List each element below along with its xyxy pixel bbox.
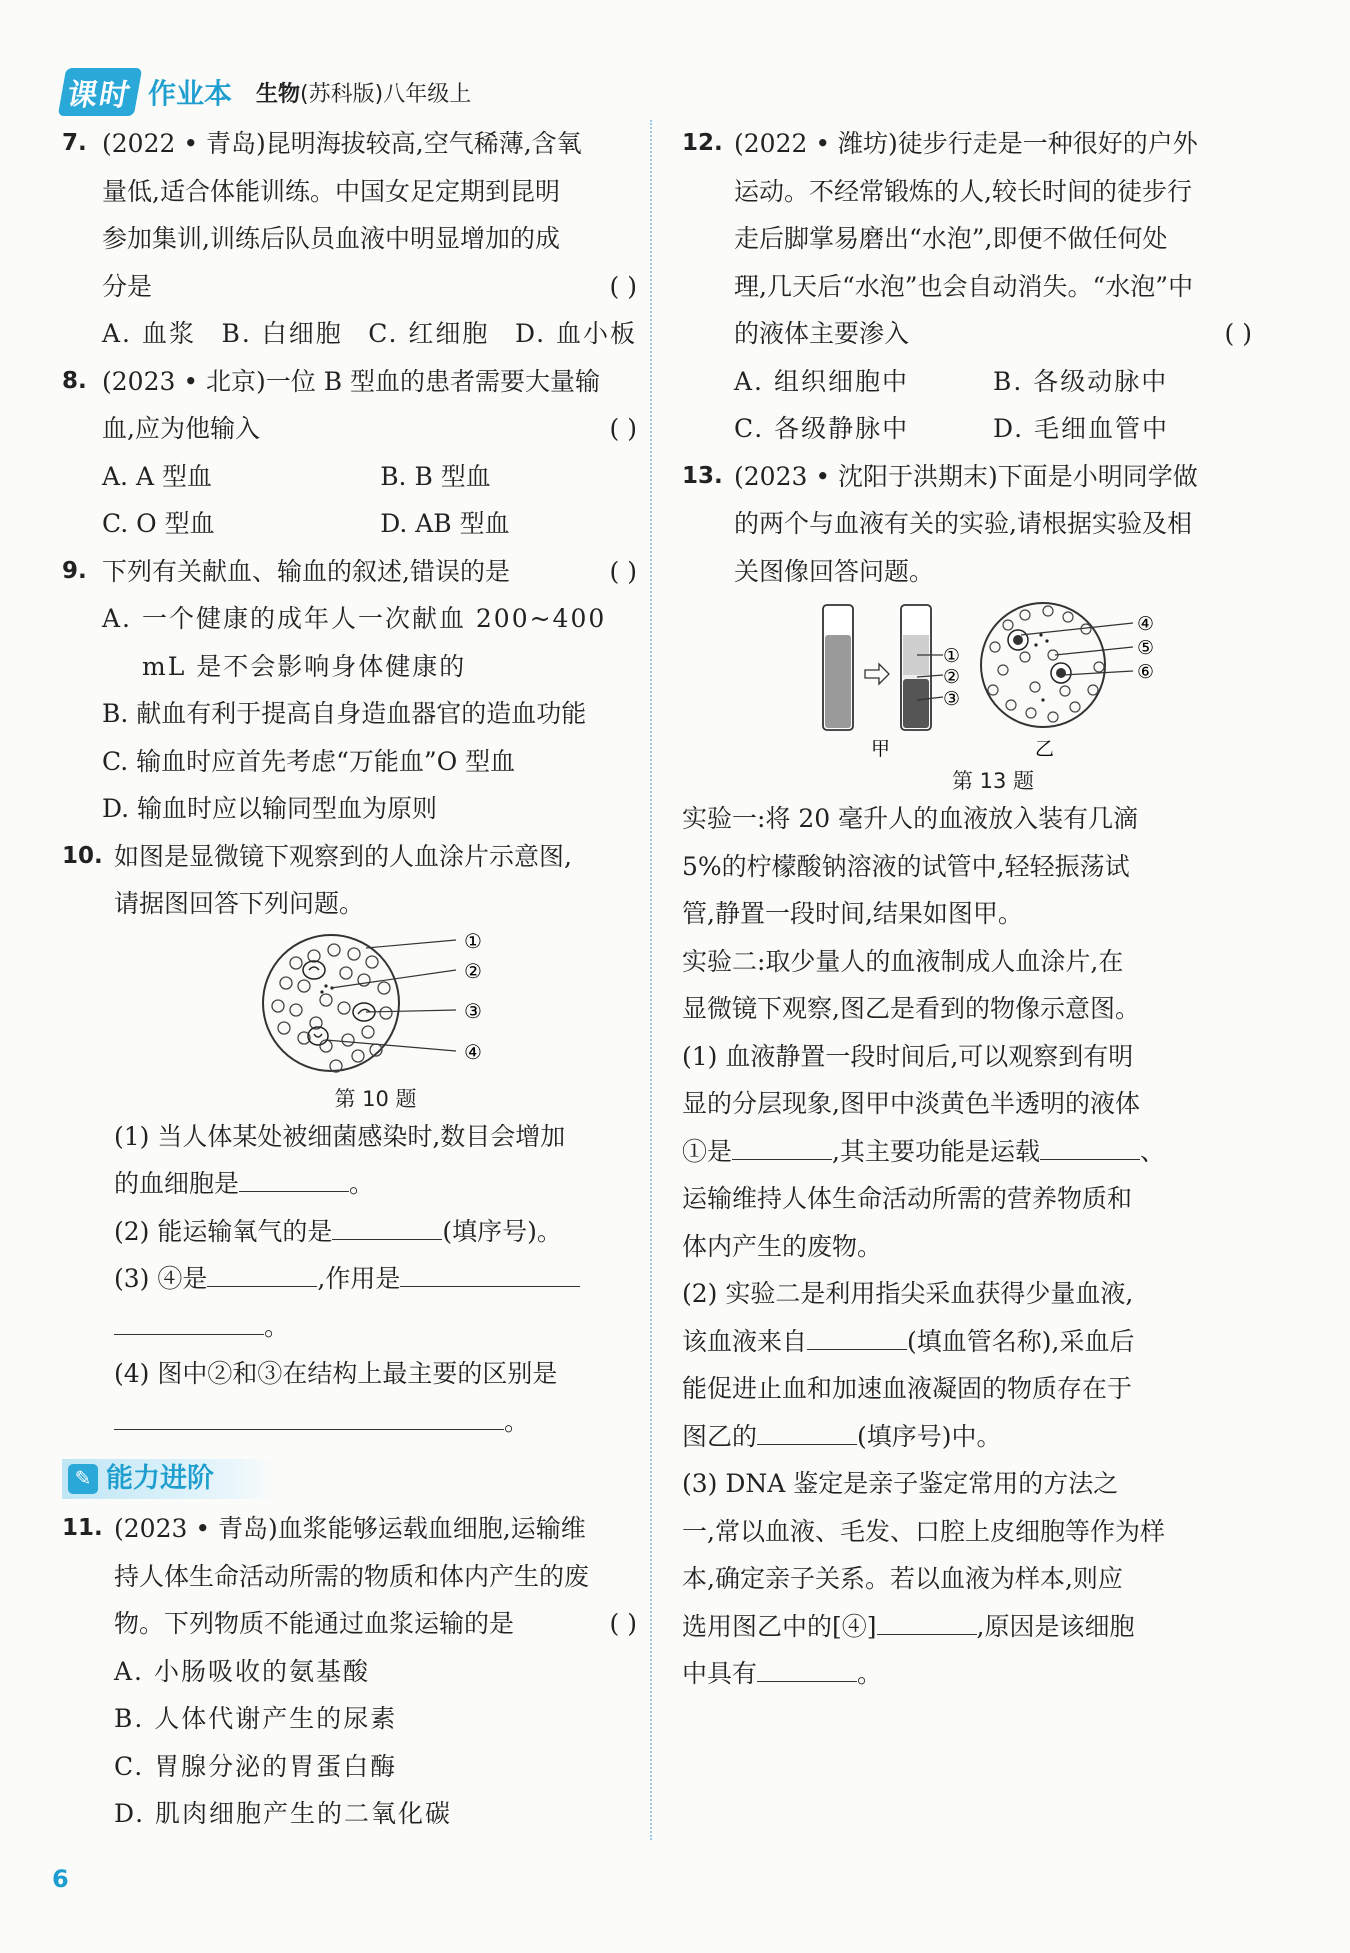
answer-paren[interactable]: ( )	[609, 556, 637, 586]
answer-blank[interactable]	[732, 1129, 832, 1160]
answer-blank[interactable]	[239, 1161, 349, 1192]
question-12: 12. (2022 • 潍坊)徒步行走是一种很好的户外 运动。不经常锻炼的人,较长时间的徒步行 走后脚掌易磨出“水泡”,即便不做任何处 理,几天后“水泡”也会自动消失。“水泡”中 的液体主要渗入 ( ) A. 组织细胞中 B. 各级动脉中 C. 各级静脉中 D. 毛细血管中	[682, 120, 1252, 453]
blood-smear-figure	[226, 928, 526, 1078]
question-10: 10. 如图是显微镜下观察到的人血涂片示意图, 请据图回答下列问题。 ① ② ③ ④ 第 10 题 (1) 当人体某处被细菌感染时,数目会增加 的血细胞是 。 (2) 能运输氧气的是 (填序号)。 (3) ④是 ,作用是 。 (4) 图中②和③在结构上最主要的区别是 。	[62, 833, 637, 1446]
figure-10	[114, 928, 637, 1113]
series-name: 作业本	[148, 77, 233, 110]
answer-paren[interactable]: ( )	[609, 271, 637, 301]
options: A. 组织细胞中 B. 各级动脉中 C. 各级静脉中 D. 毛细血管中	[734, 366, 1170, 443]
fig13-label-2: ②	[943, 666, 961, 688]
right-column	[682, 120, 1252, 1698]
fig13-caption-yi: 乙	[1035, 738, 1055, 760]
answer-blank[interactable]	[757, 1651, 857, 1682]
blood-experiment-figure	[803, 595, 1183, 760]
answer-blank[interactable]	[114, 1304, 264, 1335]
fig10-label-2: ②	[463, 958, 482, 983]
q13-experiments: 实验一:将 20 毫升人的血液放入装有几滴 5%的柠檬酸钠溶液的试管中,轻轻振荡试 管,静置一段时间,结果如图甲。 实验二:取少量人的血液制成人血涂片,在 显微镜下观察,图乙是看到的物像示意图。 (1) 血液静置一段时间后,可以观察到有明 显的分层现象,图甲中淡黄色半透明的液体 ①是 ,其主要功能是运载 、 运输维持人体生命活动所需的营养物质和 体内产生的废物。 (2) 实验二是利用指尖采血获得少量血液, 该血液来自 (填血管名称),采血后 能促进止血和加速血液凝固的物质存在于 图乙的 (填序号)中。 (3) DNA 鉴定是亲子鉴定常用的方法之 一,常以血液、毛发、口腔上皮细胞等作为样 本,确定亲子关系。若以血液为样本,则应 选用图乙中的[④] ,原因是该细胞 中具有 。	[682, 804, 1165, 1688]
answer-blank[interactable]	[207, 1256, 317, 1287]
fig10-label-1: ①	[463, 928, 482, 953]
answer-blank[interactable]	[332, 1209, 442, 1240]
answer-paren[interactable]: ( )	[1224, 319, 1252, 348]
fig13-label-3: ③	[943, 688, 961, 710]
answer-blank[interactable]	[1040, 1129, 1140, 1160]
fig10-label-3: ③	[463, 998, 482, 1023]
options: A. A 型血 B. B 型血 C. O 型血 D. AB 型血	[102, 461, 510, 538]
figure-13	[734, 595, 1252, 795]
answer-blank[interactable]	[807, 1319, 907, 1350]
figure-caption: 第 10 题	[334, 1086, 417, 1111]
left-column	[62, 120, 637, 1838]
pencil-icon: ✎	[68, 1464, 98, 1494]
answer-blank[interactable]	[114, 1399, 504, 1430]
subject-title: 生物(苏科版)八年级上	[256, 81, 472, 107]
fig13-label-5: ⑤	[1137, 637, 1155, 659]
fig13-caption-jia: 甲	[871, 738, 891, 760]
answer-paren[interactable]: ( )	[609, 1609, 637, 1638]
section-header: ✎ 能力进阶	[62, 1459, 274, 1499]
page-number: 6	[52, 1865, 69, 1893]
answer-paren[interactable]: ( )	[609, 414, 637, 443]
fig13-label-6: ⑥	[1137, 661, 1155, 683]
series-logo: 课时	[58, 68, 142, 116]
answer-blank[interactable]	[400, 1256, 580, 1287]
fig13-label-1: ①	[943, 645, 961, 667]
fig13-label-4: ④	[1137, 613, 1155, 635]
column-divider	[650, 120, 652, 1840]
figure-caption: 第 13 题	[951, 769, 1035, 793]
question-13: 13. (2023 • 沈阳于洪期末)下面是小明同学做 的两个与血液有关的实验,请根据实验及相 关图像回答问题。 ① ② ③ ④ ⑤ ⑥ 甲 乙 第 13 题	[682, 453, 1252, 796]
question-9: 9. 下列有关献血、输血的叙述,错误的是 ( ) A. 一个健康的成年人一次献血 200~400 mL 是不会影响身体健康的 B. 献血有利于提高自身造血器官的造血功能 C. 输血时应首先考虑“万能血”O 型血 D. 输血时应以输同型血为原则	[62, 548, 637, 833]
question-8: 8. (2023 • 北京)一位 B 型血的患者需要大量输 血,应为他输入 ( ) A. A 型血 B. B 型血 C. O 型血 D. AB 型血	[62, 358, 637, 548]
answer-blank[interactable]	[877, 1604, 977, 1635]
question-7: 7. (2022 • 青岛)昆明海拔较高,空气稀薄,含氧 量低,适合体能训练。中国女足定期到昆明 参加集训,训练后队员血液中明显增加的成 分是 ( ) A. 血浆 B. 白细胞 C. 红细胞 D. 血小板	[62, 120, 637, 358]
fig10-label-4: ④	[463, 1039, 482, 1064]
page-header	[62, 70, 471, 114]
q10-subquestions: (1) 当人体某处被细菌感染时,数目会增加 的血细胞是 。 (2) 能运输氧气的是 (填序号)。 (3) ④是 ,作用是 。 (4) 图中②和③在结构上最主要的区别是 。	[114, 1113, 637, 1446]
question-11: 11. (2023 • 青岛)血浆能够运载血细胞,运输维 持人体生命活动所需的物质和体内产生的废 物。下列物质不能通过血浆运输的是 ( ) A. 小肠吸收的氨基酸 B. 人体代谢产生的尿素 C. 胃腺分泌的胃蛋白酶 D. 肌肉细胞产生的二氧化碳	[62, 1514, 637, 1828]
answer-blank[interactable]	[757, 1414, 857, 1445]
options: A. 血浆 B. 白细胞 C. 红细胞 D. 血小板	[102, 319, 637, 348]
